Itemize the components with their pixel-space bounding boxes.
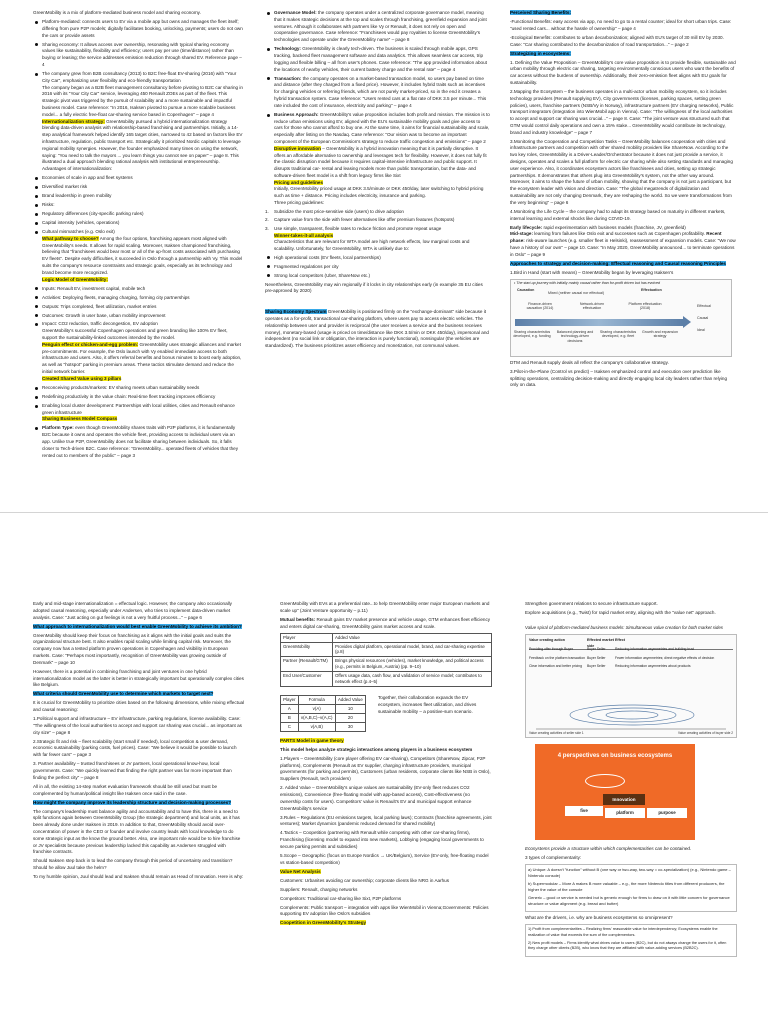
parts-item: 3.Rules – Regulations (EU emissions targets, local parking laws); Contracts (franchise agreements, joint ventures); Market dynamics (pandemic reduced demand for shared mobility) xyxy=(280,814,492,827)
table-row xyxy=(281,642,492,657)
intro-text: GreenMobility is a mix of platform-mediated business model and sharing economy. xyxy=(33,10,201,15)
table-cell: C xyxy=(281,722,299,731)
diagram-up-label: Network-driven effectuation xyxy=(579,301,605,311)
document-page-2 xyxy=(0,512,768,1024)
table-cell: Feedback on the platform transaction xyxy=(529,655,585,660)
table-cell: Added Value xyxy=(333,633,492,642)
table-row xyxy=(281,657,492,672)
answer-2-point: 1.Political support and infrastructure – EV infrastructure, parking regulations, license availability. Case: "The willingness of the local authorities to accept and support car sharing was crucial... as important as city size" – page 8 xyxy=(33,716,242,735)
question-2-wrap xyxy=(33,691,245,698)
wta-label: Winner-takes-it-all analysis xyxy=(274,232,334,238)
bullet-label: Transaction: xyxy=(274,75,302,81)
page1-column-middle xyxy=(265,10,490,506)
table-cell: Formula xyxy=(298,696,335,705)
parts-item: 1.Players – GreenMobility (core player offering EV car-sharing), Competitors (ShareNow, Zipcar, P2P platforms), Complements (Renault as EV supplier, charging infrastructure providers, municipal governments (for parking and permits), Customers (urban residents, corporate clients like NSB in Oslo), Suppliers (Renault, tech providers) xyxy=(280,755,491,782)
driver-item: 1) Profit from complementarities – Realizing firms' reasonable value for interdependency; Ecosystems enable the realization of value that exceeds the sum of the complementors. xyxy=(528,927,718,937)
diagram-causation-label: Causation xyxy=(517,287,535,292)
value-net-item: Competitors: Traditional car-sharing like Sixt, P2P platforms xyxy=(280,895,402,901)
jv-intro: GreenMobility with EVs at a preferential rate...to help GreenMobility enter major European markets and scale up" (Joint Venture opportunity – p.11) xyxy=(280,601,490,613)
table-header-cell: Value creating action xyxy=(529,638,587,650)
answer-2-summary: All in all, the existing 14-step market evaluation framework should be still used but must be complemented by human/political insight like Isaksen once said in the case. xyxy=(33,783,218,796)
question-3: How might the company improve its leadership structure and decision-making processes? xyxy=(33,799,232,805)
list-item: Platform-mediated: connects users to EV via a mobile app but owns and manages the fleet itself; differing from pure P2P models; digitally facilitates booking, unlocking, payments; users do not own the cars or provide assets xyxy=(33,19,243,39)
list-item-text: The company grew from B2B consultancy (2013) to B2C free-float EV-sharing (2016) with "Your City Car", emphasizing user flexibility and eco-friendly transportation xyxy=(42,70,237,83)
table-row xyxy=(281,672,492,687)
value-net-heading: Value Net Analysis xyxy=(280,868,321,874)
lifecycle-text xyxy=(510,225,736,259)
spiral-axis-label: Value creating activities of seller side 1 xyxy=(529,731,584,736)
list-item-text: Cultural mismatches (e.g. Oslo exit) xyxy=(42,228,115,234)
list-item: Outcomes: Growth in user base, urban mobility improvement xyxy=(33,313,243,320)
page2-column-middle xyxy=(280,601,492,1021)
list-item: Outputs: Trips completed, fleet utilization, market entries xyxy=(33,304,243,311)
table-row xyxy=(281,722,366,731)
value-spiral-figure xyxy=(525,634,737,738)
diagram-legend-item: Effectual xyxy=(697,303,711,308)
ecosystem-step: 1. Defining the Value Proposition – GreenMobility's core value proposition is to provide flexible, sustainable and urban mobility through electric car sharing, targeting environmentally conscious users who want the benefits of car access without the burdens of ownership. Additionally, their zero-emission fleet aligns with EU goals for sustainability. xyxy=(510,59,736,85)
list-item: High operational costs (EV fleets, local partnerships) xyxy=(265,255,490,262)
ecosystem-caption: Ecosystems provide a structure within which complementarities can be contained. xyxy=(525,846,692,852)
compass-text: even though GreenMobility shares traits with P2P platforms, it is fundamentally B2C because it owns and operates the vehicle fleet, providing access to individual users via an app. Unlike true P2P, GreenMobility does not facilitate sharing between individuals. So, it falls closer to Tech-driven B2C. Case reference: "GreenMobility... operated fleets of vehicles that they rented out to members of the public" – page 3 xyxy=(42,425,239,458)
answer-3: The company's leadership must balance agility and accountability and to have this, there is a need to split functions again between GreenMobility Group (the strategic department) and local units, as it has been already done under Isaksen in 2019. In addition to that, GreenMobility should avoid over-concentration of power in the CEO or founder and involve country leads with local knowledge to do some strategic input as the know the ground better. Also, one important role would be to hire franchise or JV specialists because previous leadership lacked this capability as Andersen struggled with franchise contracts. xyxy=(33,808,241,855)
spectrum-text: GreenMobility is positioned firmly on the "exchange-dominant" side because it operates as a for-profit, transactional car-sharing platform, where users pay to access electric vehicles. The relationship between user and provider is reciprocal (the user receives a service and the business receives money), monetary-based (usage is priced on time/distance like DKK 3.5/min or DKK 450/day), impersonal and independent (no social link or obligation, the interaction is purely functional), nonsingular (the vehicles are standardized). The business prioritizes asset efficiency and monetization, not communal values. xyxy=(265,309,489,349)
table-cell: 20 xyxy=(335,714,365,723)
table-cell: 10 xyxy=(335,705,365,714)
ecosystem-box-five: five xyxy=(565,806,603,816)
compass-heading: Sharing Business Model Compass xyxy=(42,416,118,422)
diagram-down-label: Balanced planning and technology-driven decisions xyxy=(556,329,594,343)
table-cell: Provides digital platform, operational model, brand, and car-sharing expertise (p.8) xyxy=(333,642,492,657)
bullet-label: Business Approach: xyxy=(274,111,319,117)
diagram-caption: • The start-up journey with initially mainly causal rather than for-profit driven but has evolved xyxy=(514,280,661,285)
ecosystem-box-innovation: Innovation xyxy=(603,794,645,805)
list-item xyxy=(265,46,490,73)
answer-2-point: 2.Strategic fit and risk – fleet scalability (start small if needed), local competition & user demand, economic sustainability (parking costs, fuel prices). Case: "We believe it would be possible to launch with far fewer cars" – page 3 xyxy=(33,738,237,758)
value-spiral-graphic xyxy=(526,687,737,737)
diagram-down-label: Growth and expansion strategy xyxy=(642,329,678,339)
value-net-item: Customers: Urbanites avoiding car ownership; corporate clients like NRG in Aarhus xyxy=(280,877,450,883)
wta-text: Characteristics that are relevant for WTA model are high network effects, low marginal costs and scalability. Unfortunately, for GreenMobility, WTA is unlikely due to: xyxy=(274,239,470,252)
diagram-axis-label: Mixed (neither causal nor effectual) xyxy=(547,290,605,295)
mutual-text: Renault gains EV market presence and vehicle usage, GTM enhances fleet efficiency and enters digital car-sharing, GreenMobility gains market access and scale. xyxy=(280,616,491,629)
strategizing-heading: Strategizing in ecosystems: xyxy=(510,50,571,56)
table-row xyxy=(281,714,366,723)
drivers-question: What are the drivers, i.e. why are business ecosystems so omnipresent? xyxy=(525,915,673,921)
ecosystem-box-platform: platform xyxy=(605,808,645,818)
value-spiral-title: Value spiral of platform-mediated business models: Simultaneous value creation for both market sides xyxy=(525,624,724,630)
pricing-guidelines xyxy=(265,209,490,253)
list-item: Economies of scale in app and fleet systems xyxy=(33,175,243,182)
table-cell: 30 xyxy=(335,722,365,731)
early-label: Early lifecycle: xyxy=(510,224,543,230)
list-item xyxy=(265,112,490,207)
ecosystem-figure-title: 4 perspectives on business ecosystems xyxy=(557,753,673,760)
question-3-wrap xyxy=(33,800,245,807)
table-cell: v(A,B) xyxy=(298,722,335,731)
bullet-text: the company operates on a market-based transaction model, so users pay based on time and distance (after they charged from a fixed price). However, it includes hybrid traits such as incentives for charging vehicles or referring friends, which are not purely market-priced, so in the end it creates a hybrid transaction system. Case reference: "Users rented cars at a flat rate of DKK 3.5 per minute... This rate included the cost of insurance, electricity and parking" – page 4 xyxy=(274,75,487,108)
diagram-timeline-bar xyxy=(515,319,683,326)
recent-label: Recent phase: xyxy=(510,231,722,244)
answer-2: It is crucial for GreenMobility to prioritize cities based on the following dimensions, while mixing effectual and causal reasoning: xyxy=(33,700,245,713)
paragraph: Explore acquisitions (e.g., Twist) for rapid market entry, aligning with the "value net" approach. xyxy=(525,609,716,615)
pathway-label: What pathway to choose? xyxy=(42,235,99,241)
ecological-benefits: -Ecological Benefits: contributes to urban decarbonization; aligned with EU's target of 30 mill EV by 2030. Case: "Car sharing contributed to the decarbonization of road transportation..." – page 2 xyxy=(510,34,724,47)
approaches-heading: Approaches to strategy and decision-making: Effectual reasoning and Causal reasoning Principles xyxy=(510,260,726,266)
bullet-text: the company operates under a centralized corporate governance model, meaning that it makes strategic decisions at the top and scales through franchising, greenfield expansion and joint ventures. Although it collaborates with partners like Vy or Renault, it does not rely on open and cooperative governance. Case reference: "Franchisees would pay royalties to license GreenMobility's technologies and operate under the GreenMobility name" – page 8 xyxy=(274,10,487,43)
table-header-cell: Effected market side xyxy=(587,638,615,650)
table-row xyxy=(529,656,733,660)
table-row xyxy=(281,696,366,705)
ecosystem-step: 3.Monitoring the Cooperation and Competition Tasks – GreenMobility balances cooperation with cities and infrastructure partners and competition with other shared mobility providers like ShareNow. According to the two key roles, GreenMobility is a Driver-Leader/Orchestrator because it does not just provide a service, it designs, operates and scales a full platform for electric car sharing while also setting standards and managing user experience. Also, it coordinates ecosystem actors like franchisees and cities, setting up strategic partnerships. It demonstrates that others plug into GreenMobility's system, not the other way around. Moreover, it aims to shape the future of urban mobility, showing that the company is not just a participant, but the ecosystem leader with vision and direction. Case: "The global megatrends of digitalization and sustainability are not only changing Denmark, they are reshaping the world. So we were transformations from the very beginning" – page 6 xyxy=(510,138,733,205)
diagram-down-label: Sharing characteristics developed, e.g. fleet xyxy=(599,329,637,339)
table-cell: Reducing information asymmetries about products xyxy=(615,664,691,669)
benefits-heading-wrap xyxy=(510,10,736,17)
list-item xyxy=(265,76,490,110)
bullet-text: GreenMobility's value proposition includes both profit and mission. The mission is to reduce urban emissions using EV, aligned with the EU's sustainable mobility goals and give access to cars for those who cannot afford to buy one. At the same time, it aims for financial sustainability and scale, especially after listing on the Nasdaq. Case reference: "Our vision was to become an important component of the European Commission's strategy to reduce traffic congestion and emissions" – page 2 xyxy=(274,111,490,144)
diagram-legend-item: Causal xyxy=(697,315,709,320)
list-item: Inputs: Renault EV, investment capital, mobile tech xyxy=(33,286,243,293)
value-spiral-rows xyxy=(529,647,733,668)
table-cell: Buyer Seller xyxy=(587,664,606,669)
list-item xyxy=(265,209,490,216)
functional-benefits: -Functional Benefits: easy access via app, no need to go to a rental counter; ideal for short urban trips. Case: "used rented cars... without the hassle of ownership" – page 4 xyxy=(510,18,732,31)
pricing-guidelines-heading: Three pricing guidelines: xyxy=(274,200,325,206)
parts-item: 4.Tactics – Coopetition (partnering with Renault while competing with other car-sharing firms), Franchising (licensing model to expand into new markets), Lobbying (engaging local governments to secure parking permits and subsidies) xyxy=(280,830,484,849)
list-item-text: Capture value from the side with fewer alternatives like offer premium features (hotspots) xyxy=(274,217,455,223)
list-item: Fragmented regulations per city xyxy=(265,264,490,271)
list-number: 3. xyxy=(265,225,269,231)
coopetition-heading: Coopetition in GreenMobility's Strategy xyxy=(280,920,367,926)
advantages-heading: Advantages of internationalization: xyxy=(42,166,113,172)
pilot-in-plane-text: 3.Pilot-in-the-Plane (Control vs predict) – Isaksen emphasized control and execution over prediction like splitting operations, centralizing decision-making and directly engaging local city leaders rather than relying only on data. xyxy=(510,368,728,388)
diagram-effectuation-label: Effectuation xyxy=(641,287,662,292)
spiral-axis-label: Value creating activities of buyer side 2 xyxy=(677,731,733,736)
table-cell: B xyxy=(281,714,299,723)
bullet-label: Governance Model: xyxy=(274,10,317,15)
spectrum-label: Sharing Economy Spectrum xyxy=(265,309,327,315)
ecosystem-perspectives-figure xyxy=(535,744,695,840)
page2-column-left xyxy=(33,601,245,1021)
mid-text: learning from failures like Oslo exit and successes such as Copenhagen profitability. xyxy=(532,231,707,237)
table-cell: Clear information and better pricing xyxy=(529,664,582,669)
list-item xyxy=(33,229,243,283)
mutual-benefits xyxy=(280,617,492,631)
list-item-text: Enabling local cluster development: Partnerships with local utilities, cities and Renault enhance green infrastructure xyxy=(42,402,235,415)
value-net-heading-wrap xyxy=(280,869,492,876)
pathway-text: Among the four options, franchising appears most aligned with GreenMobility's needs. It allows for rapid scaling. Moreover, Isaksen championed franchising, believing that "franchisees would bear most or all of the up-front costs associated with purchasing EV fleets". Despite early difficulties, it succeeded in Oslo through a partnership with Vy. This model suits the company's resource constraints and strategic goals, especially as its technology and brand become more recognized. xyxy=(42,235,243,275)
compass-label: Platform Type: xyxy=(42,425,74,431)
parts-item: 5.Scope – Geographic (focus on Europe Nordics → UK/Belgium), Service (EV-only, free-floating model vs station-based competition) xyxy=(280,852,489,865)
orbit-ring xyxy=(585,774,625,788)
table-row xyxy=(281,633,492,642)
ecosystem-step: 2.Mapping the Ecosystem – the business operates in a multi-actor urban mobility ecosystem, so it includes technology providers (Renault supplying EV), City governments (licenses, parking spaces, setting green policies), users, franchise partners (NSB/Vy in Norway), infrastructure partners (EV charging networks), Public transport integrators (integration into WienMobil app in Vienna). Case: "The willingness of the local authorities to accept and support car sharing was crucial..." – page 8. Case: "The joint venture was structured such that GTM would control daily operations and own a 15% stake... GreenMobility would contribute its technology, brand and industry knowledge" – page 7 xyxy=(510,88,734,135)
table-cell: v(A,B,C)−v(A,C) xyxy=(298,714,335,723)
platform-bullets xyxy=(33,19,243,459)
table-cell: Player xyxy=(281,633,333,642)
page2-column-right xyxy=(525,601,737,1021)
wta-note: Nevertheless, GreenMobility may win regionally if it locks in city relationships early (in example 35 EU cities pre-approved by 2020) xyxy=(265,281,483,294)
list-item-text: Use simple, transparent, flexible rates to reduce friction and promote repeat usage xyxy=(274,225,442,231)
answer-1b: However, there is a potential in combining franchising and joint ventures in one hybrid internationalization model as the latter is better in strategically important but operationally complex cities like Belgium. xyxy=(33,668,244,688)
causation-effectuation-diagram xyxy=(510,279,732,357)
mutual-label: Mutual benefits: xyxy=(280,616,316,622)
parts-intro: This model helps analyze strategic interactions among players in a business ecosystem xyxy=(280,746,473,752)
model-bullets xyxy=(265,10,490,207)
table-row xyxy=(529,664,733,668)
disruptive-label: Disruptive innovation xyxy=(274,145,321,151)
mid-label: Mid-stage: xyxy=(510,231,533,237)
list-number: 1. xyxy=(265,209,269,215)
answer-3b: Should Isaksen step back in to lead the company through this period of uncertainty and transition? Should he allow Juul take the helm? xyxy=(33,858,233,871)
table-cell: GreenMobility xyxy=(281,642,333,657)
table-cell: A xyxy=(281,705,299,714)
spiral-ring xyxy=(588,708,676,722)
disruptive-text: – GreenMobility is a hybrid innovation meaning that it is partially disruptive. It offers an affordable alternative to ownership and leverages tech for flexibility. However, it does not fully fit the classic disruption model because it requires capital-intensive infrastructure and public support. It disrupts traditional car- rental and leasing models more than public transportation, but the data- and software-driven fleet model is a shift from legacy firms like Sixt xyxy=(274,145,487,178)
list-number: 2. xyxy=(265,217,269,223)
bird-in-hand-after: DTM and Renault supply deals all reflect the company's collaborative strategy. xyxy=(510,359,669,365)
page1-column-left xyxy=(33,10,243,506)
diagram-legend-item: Ideal xyxy=(697,327,705,332)
answer-3c: To my humble opinion, Juul should lead and Isaksen should remain as Head of Innovation. Here is why: xyxy=(33,874,244,880)
parts-heading-wrap xyxy=(280,738,492,745)
table-row xyxy=(529,647,733,651)
list-item: Redefining productivity in the value chain: Real-time fleet tracking improves efficiency xyxy=(33,394,243,401)
value-net-item: Suppliers: Renault, charging networks xyxy=(280,886,358,892)
complementarity-type: a) Unique: A doesn't "function" without B (one way or two-way, two-way = co-specialization) (e.g., Nintendo game – Nintendo console) xyxy=(528,867,731,879)
list-item: Capital intensity (vehicles, operations) xyxy=(33,220,243,227)
answer-1: GreenMobility should keep their focus on franchising as it aligns with the initial goals and suits the organizational structure best. It also enables rapid scaling while limiting capital risk. Moreover, the company now has a tested platform proven operations in Copenhagen and visibility in European markets. Case: "Perhaps most importantly, recognition of GreenMobility was growing outside of Denmark" – page 10 xyxy=(33,632,232,665)
table-cell: Player xyxy=(281,696,299,705)
complementarity-type: b) Supermodular – More A makes B more valuable – e.g., the more Nintendo titles from different producers, the higher the value of the console xyxy=(528,881,725,893)
table-cell: Added Value xyxy=(335,696,365,705)
list-item: Risks: xyxy=(33,202,243,209)
table-cell: Partner (Renault/GTM) xyxy=(281,657,333,672)
approaches-heading-wrap xyxy=(510,261,736,268)
page1-column-right xyxy=(510,10,736,506)
driver-item: 2) New profit models – Firms identify what drives value to users (B2C), but do not always change the users for it, often they charge other clients (B2B), who know that they are affiliated with value-adding services (B2B2C). xyxy=(528,940,727,951)
list-item-text: Impact: CO2 reduction, traffic decongestion, EV adoption xyxy=(42,321,158,327)
wta-bullets xyxy=(265,255,490,280)
table-cell: End User/Customer xyxy=(281,672,333,687)
benefits-heading: Perceived Sharing Benefits: xyxy=(510,10,572,15)
table-row xyxy=(281,705,366,714)
spiral-ring xyxy=(606,711,658,719)
formula-block xyxy=(280,695,492,732)
ecosystem-step: 4.Monitoring the Life Cycle – the company had to adapt its strategy based on maturity in different markets, internal learning and external shocks like during COVID-19. xyxy=(510,208,726,221)
list-item xyxy=(33,321,243,382)
together-text: Together, their collaboration expands the EV ecosystem, increases fleet utilization, and drives sustainable mobility – a positive-sum scenario. xyxy=(378,695,477,714)
diagram-up-label: Platform effectuation (2018) xyxy=(628,301,662,311)
csv-heading: Created Shared Value using 3 pillars xyxy=(42,375,122,381)
list-item: Sharing economy: It allows access over ownership, resonating with typical sharing economy values like sustainability, flexibility and efficiency; users pay per use (time/distance) rather than buying or leasing; the service addresses emission reduction through shared EV. Reference page – 4 xyxy=(33,42,243,69)
question-2: What criteria should GreenMobility use to determine which markets to target next? xyxy=(33,691,214,697)
bullet-label: Technology: xyxy=(274,46,301,52)
history-text: The company began as a B2B fleet management consultancy before pivoting to B2C car sharing in 2016 with its "Your City Car" service, leveraging 450 Renault ZOEs as part of the fleet. This strategic pivot was triggered by the pursuit of scalability and a more sustainable and impactful business model. Case reference: "In 2016, Isaksen pivoted to pursue a more scalable business model... a fully electric free-float car-sharing service based in Copenhagen" – page 4 xyxy=(42,84,243,117)
spectrum-paragraph xyxy=(265,309,490,350)
question-1-wrap xyxy=(33,624,245,631)
list-item xyxy=(265,217,490,224)
list-item: Regulatory differences (city-specific parking rules) xyxy=(33,211,243,218)
bird-in-hand-text: 1.Bird in Hand (start with means) – GreenMobility began by leveraging Isaksen's xyxy=(510,269,674,275)
table-cell: Buyer Seller xyxy=(587,647,606,652)
coopetition-heading-wrap xyxy=(280,920,492,927)
question-1: What approach to internationalization would best enable GreenMobility to achieve its ambition? xyxy=(33,623,242,629)
paragraph: Early and mid-stage internationalization = effectual logic. However, the company also occasionally adopted causal reasoning, especially under Andersen, who tries to implement data-driven market analysis. Case: "Just acting on gut feelings is not a very fruitful process..." – page 6 xyxy=(33,601,232,620)
list-item xyxy=(265,226,490,253)
penguin-text: GreenMobility uses strategic alliances and market pre-commitments. For example, the Oslo launch with Vy enabled immediate access to both infrastructure and users. Also, it offers referral benefits and bonus minutes to boost early adoption, as well as "hotspot" parking in premium areas. These tactics stimulate demand and reduce the initial network barrier. xyxy=(42,341,242,375)
diagram-down-label: Sharing characteristics developed, e.g. funding xyxy=(513,329,551,339)
answer-2-point: 3. Partner availability – trusted franchisees or JV partners, local operational know-how, local governments. Case: "We quickly learned that finding the right partner was far more important than finding the perfect city" – page 8 xyxy=(33,761,232,780)
formula-table xyxy=(280,695,366,732)
diagram-up-label: Finance-driven causation (2014) xyxy=(526,301,554,311)
list-item xyxy=(33,425,243,459)
table-header-cell: Effect xyxy=(615,638,733,650)
logic-text: GreenMobility's successful Copenhagen operations and green branding like 100% EV fleet, support the sustainability-linked outcomes intended by the model. xyxy=(42,328,228,341)
table-cell: Brings physical resources (vehicles), market knowledge, and political access (e.g., permits in Belgium, Austria) (pp. 9–10) xyxy=(333,657,492,672)
table-cell: Fewer information asymmetries; direct negative effects of decision xyxy=(615,655,715,660)
intl-label: Internationalization strategy: xyxy=(42,118,105,124)
ecosystem-box-purpose: purpose xyxy=(647,808,687,818)
value-net-item: Complements: Public transport – integration with apps like WienMobil in Vienna;Governments: Policies supporting EV adoption like Oslo's subsidies xyxy=(280,904,489,917)
list-item: Strong local competitors (Uber, ShareNow etc.) xyxy=(265,273,490,280)
list-item: Brand leadership in green mobility xyxy=(33,193,243,200)
table-cell: Reducing information asymmetries and building trust xyxy=(615,647,694,652)
table-cell: Providing offer through Buyer xyxy=(529,647,574,652)
table-cell: Offers usage data, cash flow, and validation of service model; contributes to network effect (p.4–5) xyxy=(333,672,492,687)
pricing-text: Initially, GreenMobility priced usage at DKK 3.5/minute or DKK 450/day, later switching to hybrid pricing such as time + distance. Pricing includes electricity, insurance and parking. xyxy=(274,186,484,199)
list-item xyxy=(33,403,243,423)
complementarity-box xyxy=(525,864,737,912)
list-item: Activities: Deploying fleets, managing charging, forming city partnerships xyxy=(33,295,243,302)
recent-text: risk-aware launches (e.g. smaller fleet in Helsinki), reassessment of expansion models. Case: "We now have a history of our own" – page 10. Case: "In May 2020, GreenMobility announced... to terminate operations in Oslo" – page 9 xyxy=(510,238,736,257)
list-item: Reconceiving products/markets: EV sharing meets urban sustainability needs xyxy=(33,385,243,392)
bullet-text: GreenMobility is clearly tech-driven. The business is scaled through mobile apps, GPS tracking, backend fleet management software and data analytics. This allows seamless car access, trip logging and flexible billing – all from user's phones. Case reference: "The app provided information about the locations of nearby vehicles, their current battery charge and the rental rate" – page 4 xyxy=(274,46,487,72)
list-item: Diversified market risk xyxy=(33,184,243,191)
complementarity-type: Generic – good or service is needed but is generic enough for firms to draw on it with little concern for governance structure or value alignment (e.g. bread and butter) xyxy=(528,895,730,907)
strategizing-heading-wrap xyxy=(510,51,736,58)
intl-text: GreenMobility pursued a hybrid internationalization strategy blending data-driven analysis with relationship-based franchising and partnerships. Initially, a 14-step analytical framework helped identify 165 target cities, narrowed to 42 based on factors like EV infrastructure, regulation, public transport etc. Strategically it prioritized Nordic capitals to leverage regional mobility synergies. However, the founder emphasized many times on using the network, saying: "You need to talk the mayors ... you learn things you cannot see on paper" – page 8. This illustrated a dual approach blending rational analysis with institutional entrepreneurship. xyxy=(42,118,243,165)
list-item-text: Subsidize the most price-sensitive side (users) to drive adoption xyxy=(274,209,404,215)
table-cell: v(A) xyxy=(298,705,335,714)
drivers-box xyxy=(525,924,737,957)
logic-model-heading: Logic Model of GreenMobility: xyxy=(42,276,108,282)
pricing-label: Pricing and guidelines xyxy=(274,179,324,185)
parts-item: 2. Added Value – GreenMobility's unique values are sustainability (EV-only fleet reduces CO2 emissions), Convenience (free-floating model with app-based access), Cost-effectiveness (no ownership costs for users). Competitors' value is Renault's EV and municipal support enhance GreenMobility's service xyxy=(280,785,472,811)
complementarity-heading: 3 types of complementarity: xyxy=(525,855,582,861)
list-item xyxy=(265,10,490,44)
parts-heading: PARTS Model in game theory xyxy=(280,737,344,743)
list-item xyxy=(33,71,243,173)
penguin-label: Penguin effect or chicken-and-egg problem: xyxy=(42,341,139,347)
paragraph: Strengthen government relations to secure infrastructure support. xyxy=(525,601,658,606)
table-cell: Buyer Seller xyxy=(587,655,606,660)
added-value-table xyxy=(280,633,492,688)
arrow-right-icon xyxy=(683,316,691,328)
early-text: rapid experimentation with business models (franchise, JV, greenfield) xyxy=(542,224,686,230)
